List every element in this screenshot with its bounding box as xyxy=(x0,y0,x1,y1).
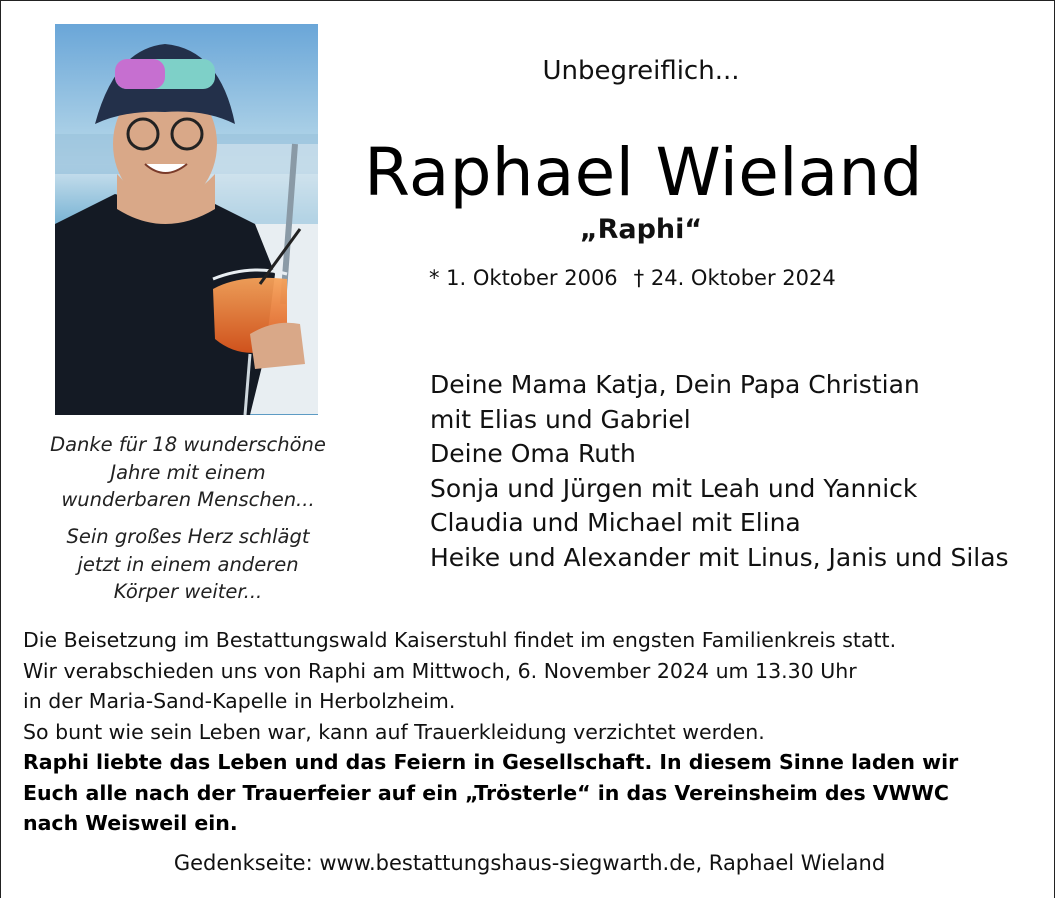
nickname: „Raphi“ xyxy=(579,214,703,245)
death-date: † 24. Oktober 2024 xyxy=(633,266,836,290)
announcement-line: So bunt wie sein Leben war, kann auf Trauerkleidung verzichtet werden. xyxy=(23,719,765,744)
memorial-page-link: Gedenkseite: www.bestattungshaus-siegwarth.de, Raphael Wieland xyxy=(173,851,886,875)
quote-line: jetzt in einem anderen xyxy=(77,552,299,576)
family-line: Heike und Alexander mit Linus, Janis und Silas xyxy=(430,542,1009,572)
quote-line: Jahre mit einem xyxy=(110,460,266,484)
invitation-line: Raphi liebte das Leben und das Feiern in Gesellschaft. In diesem Sinne laden wir xyxy=(23,750,959,774)
quote-line: Sein großes Herz schlägt xyxy=(66,525,310,548)
announcement-line: Wir verabschieden uns von Raphi am Mittwoch, 6. November 2024 um 13.30 Uhr xyxy=(23,658,857,683)
quote-block-thanks xyxy=(29,431,347,514)
family-line: Claudia und Michael mit Elina xyxy=(430,508,801,537)
family-line: Deine Oma Ruth xyxy=(430,439,636,468)
family-line: mit Elias und Gabriel xyxy=(430,404,691,434)
birth-date: * 1. Oktober 2006 xyxy=(429,266,618,290)
funeral-announcement xyxy=(23,625,958,839)
invitation-line: nach Weisweil ein. xyxy=(23,811,238,835)
intro-text: Unbegreiflich... xyxy=(542,56,740,86)
quote-line: Danke für 18 wunderschöne xyxy=(50,433,326,456)
family-line: Sonja und Jürgen mit Leah und Yannick xyxy=(430,473,918,503)
life-dates xyxy=(429,266,836,290)
announcement-line: Die Beisetzung im Bestattungswald Kaiserstuhl findet im engsten Familienkreis statt. xyxy=(23,628,897,652)
portrait-photo xyxy=(55,24,318,415)
announcement-line: in der Maria-Sand-Kapelle in Herbolzheim. xyxy=(23,689,456,713)
quote-block-heart xyxy=(29,523,347,606)
family-line: Deine Mama Katja, Dein Papa Christian xyxy=(430,370,920,399)
quote-line: wunderbaren Menschen... xyxy=(61,488,315,511)
quote-line: Körper weiter... xyxy=(113,580,263,603)
deceased-name: Raphael Wieland xyxy=(364,134,923,211)
invitation-line: Euch alle nach der Trauerfeier auf ein „Trösterle“ in das Vereinsheim des VWWC xyxy=(23,780,949,805)
family-list xyxy=(430,368,1009,575)
